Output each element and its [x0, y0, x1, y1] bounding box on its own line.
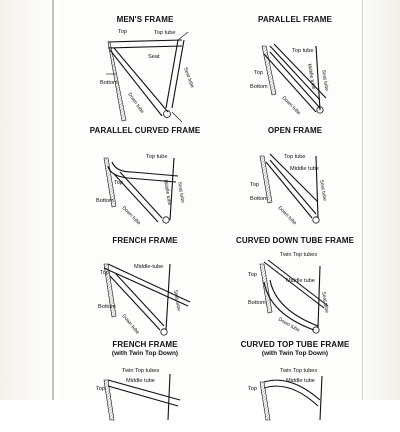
frame-subtitle: (with Twin Top Down): [261, 350, 329, 357]
label-down-tube: Down tube: [126, 91, 145, 115]
label-twin-top-tubes: Twin Top tubes: [280, 252, 318, 258]
label-down-tube: Down tube: [120, 205, 142, 227]
spine-fold-line: [52, 0, 54, 400]
label-top-tube: Top tube: [284, 154, 306, 160]
label-top: Top: [250, 182, 260, 188]
label-bottom: Bottom: [98, 304, 116, 310]
frame-title: PARALLEL FRAME: [258, 15, 332, 24]
label-seat-tube: Seat tube: [176, 181, 186, 204]
label-middle-tube: Middle tube: [306, 63, 317, 90]
label-down-tube: Down tube: [277, 316, 301, 334]
book-spine-shadow: [0, 0, 58, 400]
open-frame-diagram: [220, 136, 370, 246]
label-top: Top: [254, 70, 264, 76]
frame-panel-mens: [70, 12, 220, 115]
frame-title: OPEN FRAME: [267, 126, 323, 135]
frame-title: CURVED TOP TUBE FRAME: [240, 340, 350, 349]
label-top: Top: [114, 180, 124, 186]
label-seat: Seat: [148, 54, 160, 60]
label-twin-top-tubes: Twin Top tubes: [122, 368, 160, 374]
label-bottom: Bottom: [250, 84, 268, 90]
label-middle-tube: Middle tube: [286, 278, 315, 284]
label-down-tube: Down tube: [280, 95, 302, 117]
frame-subtitle: (with Twin Top Down): [111, 350, 179, 357]
frame-title: MEN'S FRAME: [116, 15, 174, 24]
frame-panel-french: [70, 236, 220, 336]
label-bottom: Bottom: [96, 198, 114, 204]
label-top-tube: Top tube: [292, 48, 314, 54]
label-top-tube: Top tube: [154, 30, 176, 36]
label-seat-tube: Seat tube: [172, 289, 182, 312]
label-down-tube: Down tube: [276, 205, 298, 227]
frame-panel-curved-down-tube: [220, 236, 370, 334]
label-top: Top: [248, 386, 258, 392]
label-down-tube: Down tube: [120, 313, 141, 336]
frame-panel-open: [220, 126, 370, 227]
label-top: Top: [118, 29, 128, 35]
label-bottom: Bottom: [100, 80, 118, 86]
label-bottom: Bottom: [250, 196, 268, 202]
label-seat-tube: Seat tube: [320, 291, 330, 314]
label-top: Top: [100, 270, 110, 276]
frame-title: FRENCH FRAME: [112, 340, 178, 349]
label-top-tube: Top tube: [146, 154, 168, 160]
frame-panel-parallel-curved: [70, 126, 220, 227]
label-seat-tube: Seat tube: [182, 66, 196, 89]
label-middle-tube: Middle tube: [286, 378, 315, 384]
label-middle-tube: Middle tube: [162, 179, 173, 206]
frame-title: CURVED DOWN TUBE FRAME: [235, 236, 355, 245]
label-seat-tube: Seat tube: [320, 69, 330, 92]
curved-top-tube-frame-diagram: [220, 360, 370, 420]
frame-panel-curved-top-tube: [220, 340, 370, 432]
frame-panel-french-twin-top: [70, 340, 220, 432]
label-middle-tube: Middle-tube: [134, 264, 164, 270]
label-bottom: Bottom: [248, 300, 266, 306]
frame-title: FRENCH FRAME: [112, 236, 178, 245]
mens-frame-diagram: [70, 24, 220, 134]
frame-panel-parallel: [220, 12, 370, 117]
label-middle-tube: Middle tube: [290, 166, 319, 172]
label-top: Top: [96, 386, 106, 392]
french-twin-top-frame-diagram: [70, 360, 220, 420]
label-seat-tube: Seat tube: [318, 179, 328, 202]
frame-title: PARALLEL CURVED FRAME: [89, 126, 201, 135]
parallel-frame-diagram: [220, 24, 370, 134]
label-middle-tube: Middle tube: [126, 378, 155, 384]
label-top: Top: [248, 272, 258, 278]
parallel-curved-frame-diagram: [70, 136, 220, 246]
label-twin-top-tubes: Twin Top tubes: [280, 368, 318, 374]
